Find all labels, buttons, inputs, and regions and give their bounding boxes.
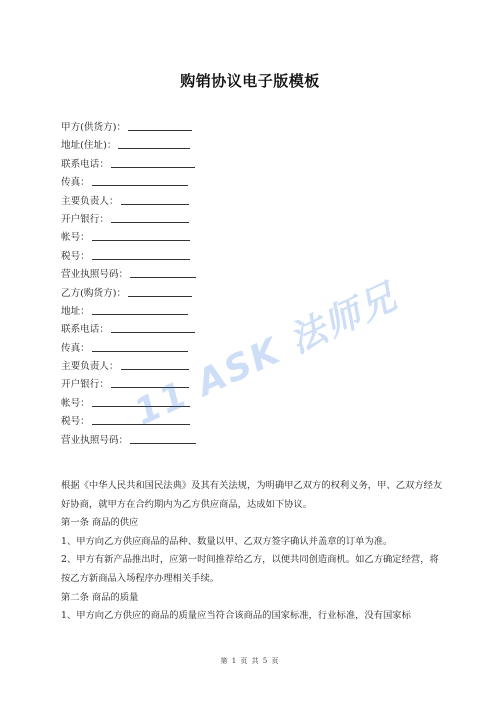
page-number-footer: 第 1 页 共 5 页 bbox=[220, 657, 280, 665]
field-label: 营业执照号码： bbox=[61, 434, 129, 446]
agreement-body bbox=[61, 477, 446, 626]
fill-blank[interactable] bbox=[92, 395, 190, 407]
field-label: 联系电话： bbox=[61, 324, 109, 336]
field-label: 传真： bbox=[61, 177, 90, 189]
field-row bbox=[61, 174, 441, 192]
field-label: 帐号： bbox=[61, 232, 90, 244]
field-label: 地址(住址)： bbox=[61, 140, 117, 152]
field-row bbox=[61, 340, 441, 358]
field-row bbox=[61, 193, 441, 211]
fill-blank[interactable] bbox=[92, 303, 188, 315]
party-info-fields bbox=[61, 119, 441, 450]
fill-blank[interactable] bbox=[128, 285, 192, 297]
field-row bbox=[61, 137, 441, 155]
fill-blank[interactable] bbox=[92, 174, 188, 186]
fill-blank[interactable] bbox=[92, 340, 188, 352]
watermark-text: 11 ASK 法师兄 bbox=[128, 276, 405, 434]
field-label: 传真： bbox=[61, 342, 90, 354]
fill-blank[interactable] bbox=[118, 137, 190, 149]
fill-blank[interactable] bbox=[130, 266, 196, 278]
field-label: 开户银行： bbox=[61, 213, 109, 225]
field-label: 税号： bbox=[61, 250, 90, 262]
field-label: 乙方(购货方)： bbox=[61, 287, 127, 299]
field-label: 主要负责人： bbox=[61, 195, 119, 207]
field-row bbox=[61, 119, 441, 137]
field-row bbox=[61, 229, 441, 247]
field-label: 联系电话： bbox=[61, 158, 109, 170]
fill-blank[interactable] bbox=[130, 432, 196, 444]
fill-blank[interactable] bbox=[111, 321, 195, 333]
fill-blank[interactable] bbox=[92, 248, 190, 260]
fill-blank[interactable] bbox=[121, 358, 189, 370]
field-row bbox=[61, 211, 441, 229]
article-heading: 第一条 商品的供应 bbox=[61, 517, 139, 529]
article-clause: 1、甲方向乙方供应商品的品种、数量以甲、乙双方签字确认并盖章的订单为准。 bbox=[61, 535, 393, 547]
field-label: 甲方(供货方)： bbox=[61, 122, 127, 133]
field-label: 地址： bbox=[61, 305, 90, 317]
field-label: 主要负责人： bbox=[61, 361, 119, 373]
field-row bbox=[61, 413, 441, 431]
field-row bbox=[61, 321, 441, 339]
fill-blank[interactable] bbox=[92, 413, 190, 425]
field-row bbox=[61, 395, 441, 413]
field-label: 营业执照号码： bbox=[61, 269, 129, 281]
fill-blank[interactable] bbox=[111, 376, 189, 388]
field-label: 帐号： bbox=[61, 397, 90, 409]
article-clause: 1、甲方向乙方供应的商品的质量应当符合该商品的国家标准，行业标准，没有国家标 bbox=[61, 610, 411, 622]
field-row bbox=[61, 358, 441, 376]
fill-blank[interactable] bbox=[121, 193, 189, 205]
document-title: 购销协议电子版模板 bbox=[180, 72, 320, 90]
fill-blank[interactable] bbox=[128, 119, 192, 131]
field-label: 开户银行： bbox=[61, 379, 109, 391]
fill-blank[interactable] bbox=[111, 211, 189, 223]
intro-paragraph: 根据《中华人民共和国民法典》及其有关法规，为明确甲乙双方的权利义务，甲、乙双方经友好协商，就甲方在合约期内为乙方供应商品，达成如下协议。 bbox=[61, 480, 443, 510]
field-label: 税号： bbox=[61, 416, 90, 428]
field-row bbox=[61, 156, 441, 174]
article-heading: 第二条 商品的质量 bbox=[61, 591, 139, 603]
field-row bbox=[61, 432, 441, 450]
field-row bbox=[61, 285, 441, 303]
field-row bbox=[61, 248, 441, 266]
fill-blank[interactable] bbox=[111, 156, 195, 168]
field-row bbox=[61, 266, 441, 284]
fill-blank[interactable] bbox=[92, 229, 190, 241]
field-row bbox=[61, 303, 441, 321]
field-row bbox=[61, 376, 441, 394]
article-clause: 2、甲方有新产品推出时，应第一时间推荐给乙方，以便共同创造商机。如乙方确定经营，将按乙方新商品入场程序办理相关手续。 bbox=[61, 554, 439, 584]
